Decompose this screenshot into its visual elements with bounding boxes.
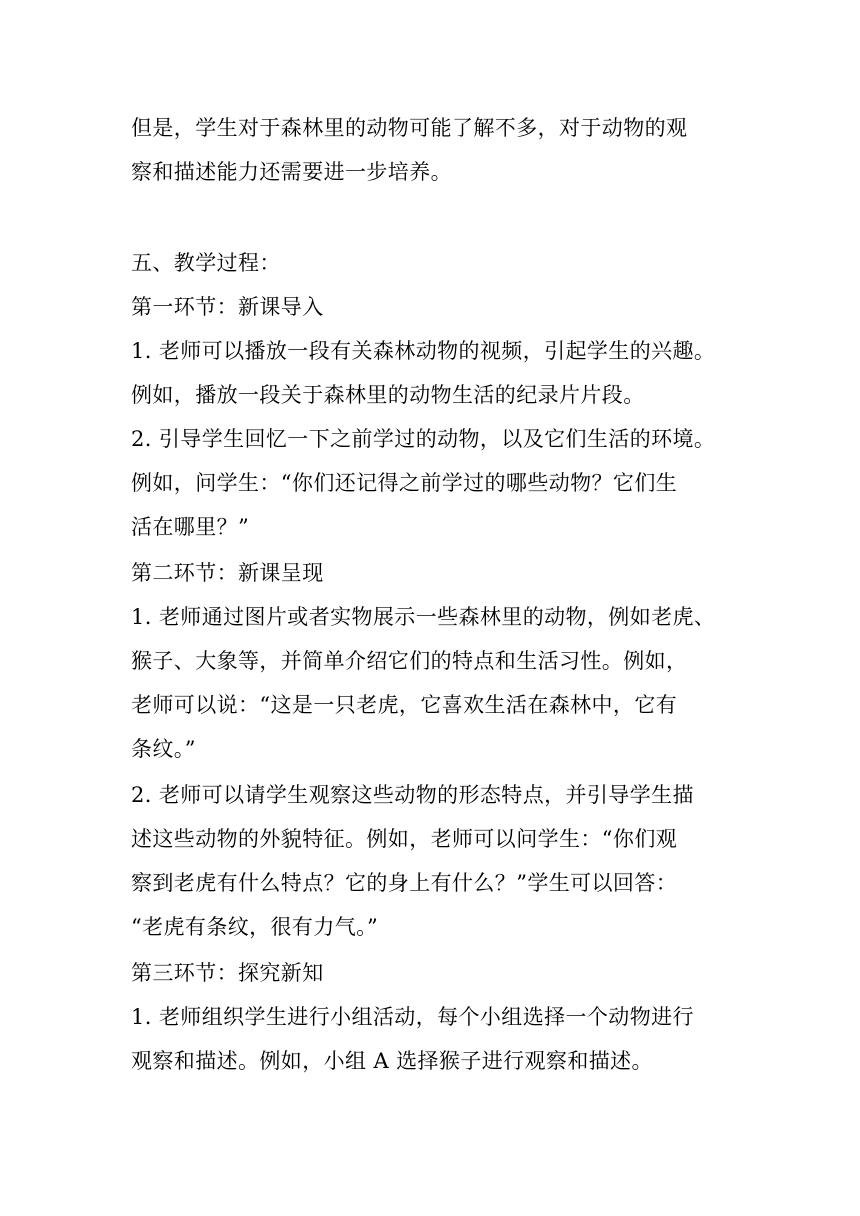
paragraph-line: 活在哪里？” [131, 515, 250, 539]
paragraph-line: “老虎有条纹，很有力气。” [131, 915, 379, 939]
subsection-heading: 第一环节：新课导入 [131, 295, 324, 319]
paragraph-line: 猴子、大象等，并简单介绍它们的特点和生活习性。例如， [131, 649, 688, 673]
paragraph-line: 察到老虎有什么特点？它的身上有什么？”学生可以回答： [131, 871, 678, 895]
paragraph-line: 2. 老师可以请学生观察这些动物的形态特点，并引导学生描 [131, 783, 694, 807]
paragraph-line: 察和描述能力还需要进一步培养。 [131, 160, 452, 184]
paragraph-line: 1. 老师可以播放一段有关森林动物的视频，引起学生的兴趣。 [131, 339, 716, 363]
subsection-heading: 第三环节：探究新知 [131, 961, 324, 985]
paragraph-line: 1. 老师通过图片或者实物展示一些森林里的动物，例如老虎、 [131, 605, 716, 629]
paragraph-line: 观察和描述。例如，小组 A 选择猴子进行观察和描述。 [131, 1049, 653, 1073]
paragraph-line: 老师可以说：“这是一只老虎，它喜欢生活在森林中，它有 [131, 693, 678, 717]
paragraph-line: 1. 老师组织学生进行小组活动，每个小组选择一个动物进行 [131, 1005, 694, 1029]
paragraph-line: 例如，播放一段关于森林里的动物生活的纪录片片段。 [131, 383, 645, 407]
section-heading: 五、教学过程： [131, 251, 281, 275]
paragraph-line: 2. 引导学生回忆一下之前学过的动物，以及它们生活的环境。 [131, 427, 716, 451]
subsection-heading: 第二环节：新课呈现 [131, 561, 324, 585]
paragraph-line: 述这些动物的外貌特征。例如，老师可以问学生：“你们观 [131, 827, 678, 851]
paragraph-line: 但是，学生对于森林里的动物可能了解不多，对于动物的观 [131, 116, 688, 140]
paragraph-line: 条纹。” [131, 737, 196, 761]
paragraph-line: 例如，问学生：“你们还记得之前学过的哪些动物？它们生 [131, 471, 678, 495]
